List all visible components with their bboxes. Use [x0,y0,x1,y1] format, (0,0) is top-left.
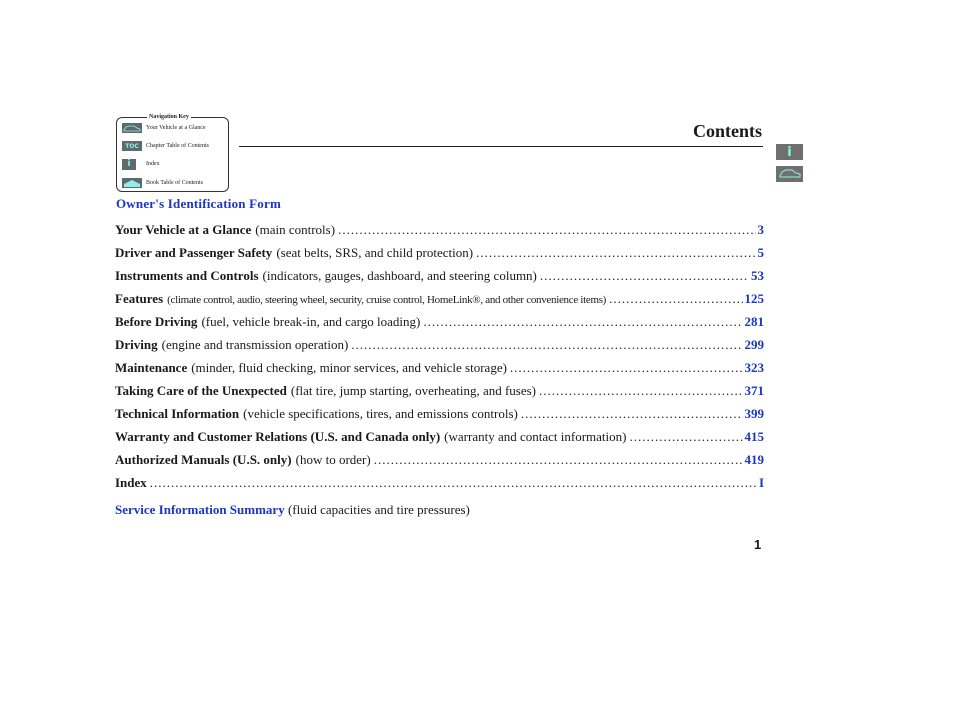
toc-page-link[interactable]: 125 [744,291,764,306]
car-icon [122,123,142,133]
toc-entry-description: (flat tire, jump starting, overheating, and fuses) [290,383,537,398]
toc-entry-description: (warranty and contact information) [444,429,627,444]
toc-page-link[interactable]: 281 [744,314,764,329]
toc-entry-instruments-controls[interactable] [115,267,764,285]
dot-leader [476,244,755,262]
toc-icon: TOC [122,141,142,151]
toc-entry-taking-care-unexpected[interactable] [115,382,764,400]
toc-entry-title: Driver and Passenger Safety [115,245,273,260]
toc-entry-driving[interactable] [115,336,764,354]
toc-entry-description: (engine and transmission operation) [161,337,349,352]
index-button[interactable] [776,144,803,160]
dot-leader [338,221,755,239]
toc-page-link[interactable]: 323 [744,360,764,375]
service-information-description: (fluid capacities and tire pressures) [287,502,470,517]
title-divider [239,146,763,147]
toc-page-link[interactable]: 53 [751,268,764,283]
index-icon: i [787,144,792,160]
owners-identification-form-link[interactable]: Owner's Identification Form [116,196,281,211]
toc-entry-description: (fuel, vehicle break-in, and cargo loading) [201,314,421,329]
toc-entry-title: Before Driving [115,314,198,329]
toc-entry-features[interactable] [115,290,764,308]
toc-entry-warranty[interactable] [115,428,764,446]
car-icon [779,167,801,182]
toc-page-link[interactable]: 419 [744,452,764,467]
toc-entry-description: (vehicle specifications, tires, and emissions controls) [243,406,518,421]
navkey-item-home[interactable] [122,177,203,189]
toc-entry-title: Driving [115,337,158,352]
navkey-item-toc[interactable] [122,140,209,152]
toc-entry-title: Features [115,291,164,306]
service-information-link[interactable]: Service Information Summary [115,502,285,517]
toc-entry-description: (indicators, gauges, dashboard, and steering column) [262,268,537,283]
navigation-key-title: Navigation Key [149,114,189,120]
dot-leader [521,405,743,423]
toc-entry-title: Taking Care of the Unexpected [115,383,287,398]
toc-entry-technical-information[interactable] [115,405,764,423]
navkey-label: Your Vehicle at a Glance [146,125,206,131]
toc-page-link[interactable]: 399 [744,406,764,421]
toc-entry-vehicle-at-a-glance[interactable] [115,221,764,239]
toc-page-link[interactable]: 371 [744,383,764,398]
toc-entry-driver-passenger-safety[interactable] [115,244,764,262]
navigation-key [116,114,229,192]
navkey-item-vehicle[interactable] [122,122,206,134]
toc-entry-maintenance[interactable] [115,359,764,377]
toc-page-link[interactable]: 3 [757,222,764,237]
dot-leader [629,428,742,446]
navkey-label: Index [146,161,160,167]
toc-entry-title: Your Vehicle at a Glance [115,222,252,237]
dot-leader [609,290,742,308]
toc-entry-authorized-manuals[interactable] [115,451,764,469]
dot-leader [374,451,743,469]
dot-leader [539,382,742,400]
navkey-item-index[interactable] [122,158,160,170]
dot-leader [351,336,742,354]
home-icon [122,178,142,188]
toc-entry-before-driving[interactable] [115,313,764,331]
toc-entry-title: Instruments and Controls [115,268,259,283]
dot-leader [540,267,749,285]
toc-entry-description: (how to order) [295,452,371,467]
page-number: 1 [754,537,762,552]
page-title: Contents [692,121,762,141]
toc-page-link[interactable]: 5 [757,245,764,260]
navkey-label: Book Table of Contents [146,180,203,186]
service-information-summary[interactable] [115,501,470,519]
dot-leader [150,474,757,492]
toc-entry-description: (climate control, audio, steering wheel, security, cruise control, HomeLink®, and other convenience items) [167,294,607,306]
toc-entry-index[interactable] [115,474,764,492]
toc-entry-title: Warranty and Customer Relations (U.S. and Canada only) [115,429,441,444]
dot-leader [423,313,742,331]
dot-leader [510,359,743,377]
toc-page-link[interactable]: 299 [744,337,764,352]
toc-entry-title: Index [115,475,147,490]
toc-page-link[interactable]: I [758,475,764,490]
navkey-label: Chapter Table of Contents [146,143,209,149]
toc-entry-title: Authorized Manuals (U.S. only) [115,452,292,467]
toc-entry-description: (main controls) [255,222,336,237]
toc-entry-description: (seat belts, SRS, and child protection) [276,245,474,260]
toc-page-link[interactable]: 415 [744,429,764,444]
toc-entry-title: Maintenance [115,360,188,375]
toc-entry-description: (minder, fluid checking, minor services, and vehicle storage) [191,360,507,375]
toc-entry-title: Technical Information [115,406,240,421]
index-icon: i [122,159,136,170]
vehicle-at-a-glance-button[interactable] [776,166,803,182]
